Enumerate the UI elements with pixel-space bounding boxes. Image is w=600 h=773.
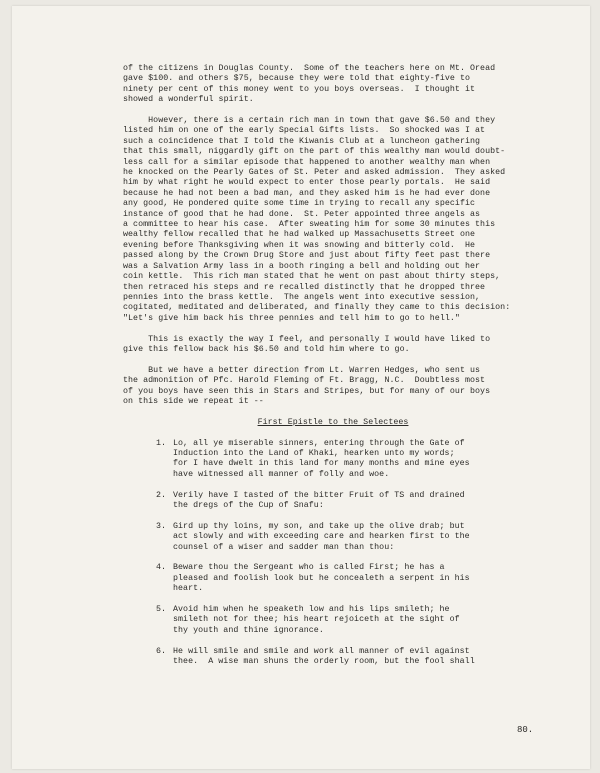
paragraph-1 — [123, 64, 543, 106]
text-line: Avoid him when he speaketh low and his lips smileth; he — [173, 604, 450, 614]
text-line: Induction into the Land of Khaki, hearken unto my words; — [173, 448, 455, 458]
list-item — [123, 522, 543, 553]
item-number: 3. — [156, 521, 167, 531]
text-line: because he had not been a bad man, and they asked him is he had ever done — [123, 188, 491, 198]
text-line: act slowly and with exceeding care and hearken first to the — [173, 532, 470, 542]
text-line: he knocked on the Pearly Gates of St. Peter and asked admission. They asked — [123, 168, 506, 178]
text-line: heart. — [173, 584, 204, 594]
list-item — [123, 491, 543, 512]
paragraph-2 — [123, 116, 543, 324]
document-page — [12, 6, 590, 769]
list-item — [123, 605, 543, 636]
text-line: less call for a similar episode that happened to another wealthy man when — [123, 157, 491, 167]
text-line: on this side we repeat it -- — [123, 396, 264, 406]
text-line: for I have dwelt in this land for many months and mine eyes — [173, 459, 470, 469]
text-line: of you boys have seen this in Stars and Stripes, but for many of our boys — [123, 386, 491, 396]
text-line: of the citizens in Douglas County. Some of the teachers here on Mt. Oread — [123, 64, 496, 73]
page-number: 80. — [517, 725, 534, 735]
text-line: wealthy fellow recalled that he had walked up Massachusetts Street one — [123, 230, 476, 240]
text-line: pleased and foolish look but he concealeth a serpent in his — [173, 573, 470, 583]
text-line: He will smile and smile and work all manner of evil against — [173, 646, 470, 656]
section-heading: First Epistle to the Selectees — [257, 417, 409, 427]
text-line: thy youth and thine ignorance. — [173, 625, 324, 635]
text-line: But we have a better direction from Lt. Warren Hedges, who sent us — [123, 365, 481, 375]
text-line: listed him on one of the early Special Gifts lists. So shocked was I at — [123, 126, 486, 136]
text-line: the admonition of Pfc. Harold Fleming of Ft. Bragg, N.C. Doubtless most — [123, 376, 486, 386]
text-line: pennies into the brass kettle. The angels went into executive session, — [123, 292, 481, 302]
text-line: smileth not for thee; his heart rejoiceth at the sight of — [173, 615, 460, 625]
text-line: counsel of a wiser and sadder man than thou: — [173, 542, 395, 552]
list-item — [123, 647, 543, 668]
text-line: such a coincidence that I told the Kiwanis Club at a luncheon gathering — [123, 136, 481, 146]
text-line: ninety per cent of this money went to you boys overseas. I thought it — [123, 84, 476, 94]
text-line: a committee to hear his case. After sweating him for some 30 minutes this — [123, 220, 496, 230]
paragraph-3 — [123, 335, 543, 356]
text-line: Beware thou the Sergeant who is called First; he has a — [173, 563, 445, 573]
text-line: Gird up thy loins, my son, and take up the olive drab; but — [173, 521, 465, 531]
text-line: was a Salvation Army lass in a booth ringing a bell and holding out her — [123, 261, 481, 271]
text-line: thee. A wise man shuns the orderly room, but the fool shall — [173, 657, 475, 666]
text-line: cogitated, meditated and deliberated, and finally they came to this decision: — [123, 303, 511, 313]
document-body — [123, 64, 543, 667]
text-line: have witnessed all manner of folly and woe. — [173, 469, 390, 479]
text-line: showed a wonderful spirit. — [123, 95, 254, 105]
text-line: "Let's give him back his three pennies and tell him to go to hell." — [123, 313, 460, 323]
paragraph-4 — [123, 366, 543, 408]
text-line: him by what right he would expect to enter those pearly portals. He said — [123, 178, 491, 188]
text-line: instance of good that he had done. St. Peter appointed three angels as — [123, 209, 481, 219]
list-item — [123, 563, 543, 594]
text-line: that this small, niggardly gift on the part of this wealthy man would doubt- — [123, 147, 506, 157]
text-line: Lo, all ye miserable sinners, entering through the Gate of — [173, 438, 465, 448]
item-number: 5. — [156, 604, 167, 614]
text-line: evening before Thanksgiving when it was snowing and bitterly cold. He — [123, 240, 476, 250]
text-line: any good, He pondered quite some time in trying to recall any specific — [123, 199, 476, 209]
text-line: However, there is a certain rich man in town that gave $6.50 and they — [123, 116, 496, 126]
item-number: 4. — [156, 563, 167, 573]
text-line: gave $100. and others $75, because they were told that eighty-five to — [123, 74, 470, 84]
text-line: give this fellow back his $6.50 and told him where to go. — [123, 344, 410, 354]
text-line: passed along by the Crown Drug Store and just about fifty feet past there — [123, 251, 491, 261]
text-line: the dregs of the Cup of Snafu: — [173, 500, 324, 510]
text-line: Verily have I tasted of the bitter Fruit of TS and drained — [173, 490, 465, 500]
text-line: This is exactly the way I feel, and personally I would have liked to — [123, 334, 491, 344]
list-item — [123, 439, 543, 481]
text-line: then retraced his steps and re recalled distinctly that he dropped three — [123, 282, 486, 292]
item-number: 6. — [156, 646, 167, 656]
item-number: 1. — [156, 438, 167, 448]
item-number: 2. — [156, 490, 167, 500]
text-line: coin kettle. This rich man stated that he went on past about thirty steps, — [123, 272, 501, 282]
